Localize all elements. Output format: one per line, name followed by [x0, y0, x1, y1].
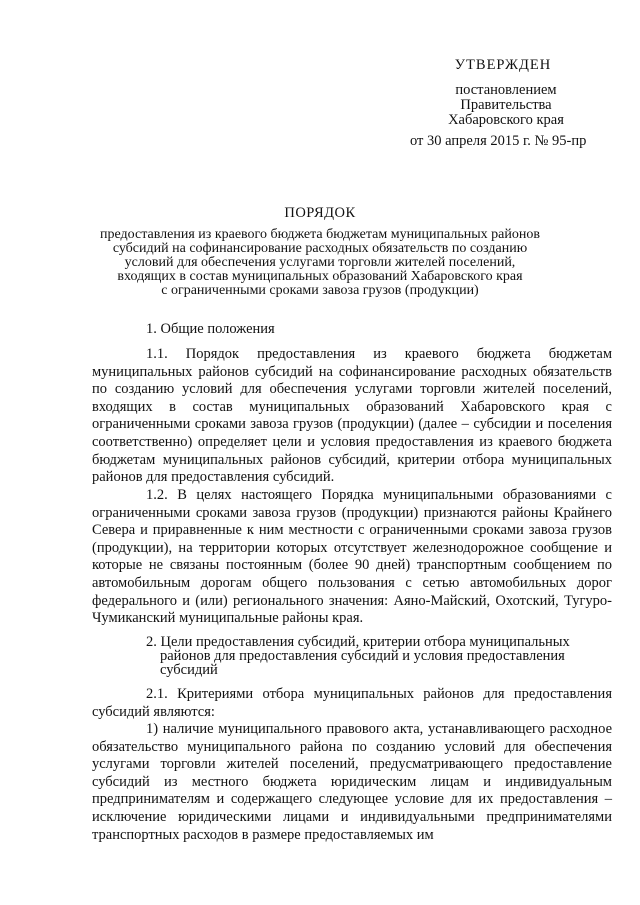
document-title: ПОРЯДОК [284, 205, 356, 221]
subtitle-line: субсидий на софинансирование расходных обязательств по созданию [112, 241, 528, 256]
paragraph-2-1: 2.1. Критериями отбора муниципальных районов для предоставления субсидий являются: [92, 686, 612, 720]
section-1-heading: 1. Общие положения [146, 321, 275, 337]
approval-stamp [400, 58, 612, 149]
approval-line: постановлением [455, 82, 557, 98]
section-2-heading-line: 2. Цели предоставления субсидий, критерии отбора муниципальных [146, 634, 570, 650]
approval-title: УТВЕРЖДЕН [454, 57, 552, 73]
subtitle-line: с ограниченными сроками завоза грузов (продукции) [161, 283, 479, 298]
section-2-heading [146, 635, 611, 677]
approval-line: Правительства [460, 97, 552, 113]
approval-date: от 30 апреля 2015 г. № 95-пр [410, 133, 587, 149]
paragraph-1-1: 1.1. Порядок предоставления из краевого бюджета бюджетам муниципальных районов субсидий на софинансирование расходных обязательств по созданию условий для обеспечения услугами торговли жителей поселений, входящих в состав муниципальных образований Хабаровского края с ограниченными сроками завоза грузов (продукции) (далее – субсидии и поселения соответственно) определяет цели и условия предоставления из краевого бюджета бюджетам муниципальных районов субсидий, критерии отбора муниципальных районов для предоставления субсидий. [92, 346, 612, 486]
paragraph-1-2: 1.2. В целях настоящего Порядка муниципальными образованиями с ограниченными сроками завоза грузов (продукции) признаются районы Крайнего Севера и приравненные к ним местности с ограниченными сроками завоза грузов (продукции), на территории которых отсутствует железнодорожное сообщение и которые не связаны постоянным (более 90 дней) транспортным сообщением по автомобильным дорогам общего пользования с сетью автомобильных дорог федерального и (или) регионального значения: Аяно-Майский, Охотский, Тугуро-Чумиканский муниципальные районы края. [92, 487, 612, 627]
subtitle-line: предоставления из краевого бюджета бюджетам муниципальных районов [100, 227, 540, 242]
subtitle-line: условий для обеспечения услугами торговли жителей поселений, [124, 255, 516, 270]
section-2-heading-line: районов для предоставления субсидий и условия предоставления [160, 648, 565, 664]
document-subtitle [100, 228, 540, 298]
subtitle-line: входящих в состав муниципальных образований Хабаровского края [117, 269, 523, 284]
section-2-heading-line: субсидий [160, 662, 218, 678]
paragraph-2-1-item-1: 1) наличие муниципального правового акта, устанавливающего расходное обязательство муниципального района по созданию условий для обеспечения услугами торговли жителей поселений, предусматривающего предоставление субсидий из местного бюджета юридическим лицам и индивидуальным предпринимателям и содержащего следующее условие для их предоставления – исключение юридическими лицами и индивидуальными предпринимателями транспортных расходов в размере предоставляемых им [92, 721, 612, 843]
approval-line: Хабаровского края [448, 112, 564, 128]
